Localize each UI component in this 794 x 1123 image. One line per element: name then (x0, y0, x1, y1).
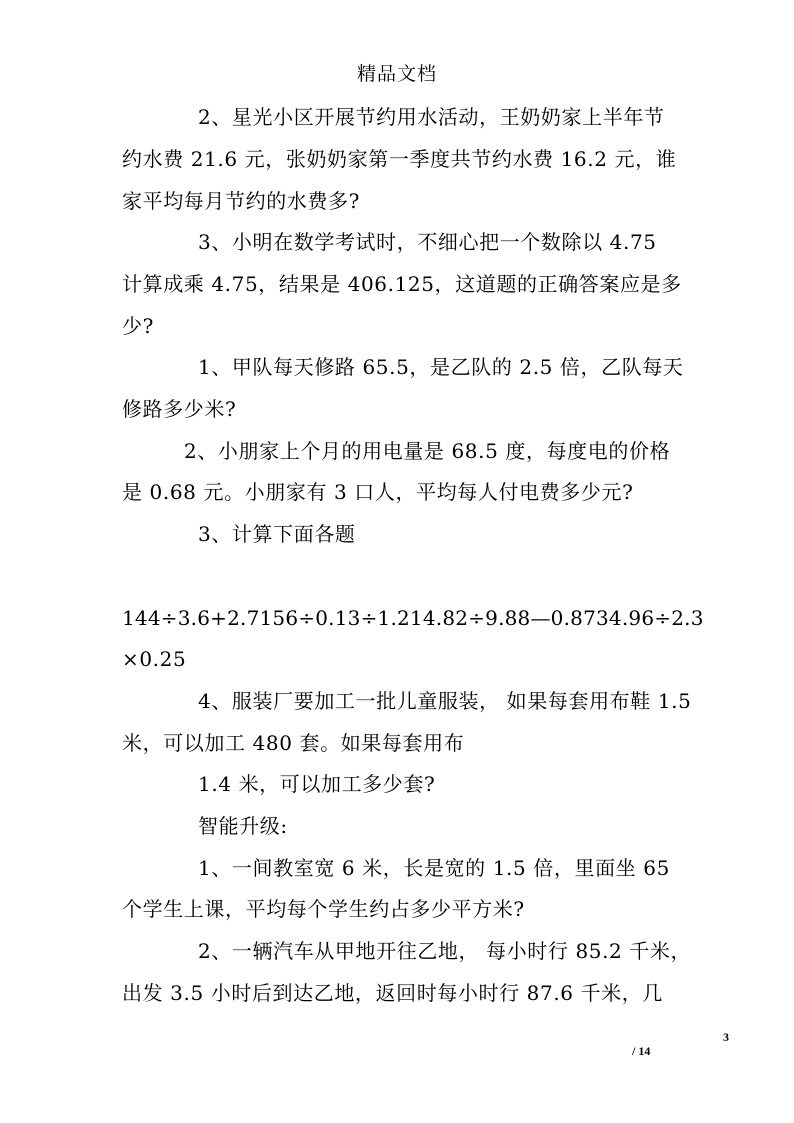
text-line: 修路多少米? (122, 397, 237, 421)
text-line: 米，可以加工 480 套。如果每套用布 (122, 731, 465, 755)
text-line: 少? (122, 314, 154, 338)
text-line: 出发 3.5 小时后到达乙地，返回时每小时行 87.6 千米，几 (122, 981, 663, 1005)
document-header: 精品文档 (356, 63, 437, 85)
text-line: 2、小朋家上个月的用电量是 68.5 度，每度电的价格 (184, 439, 671, 463)
text-line: 智能升级: (198, 814, 288, 838)
text-line: 3、计算下面各题 (198, 522, 356, 546)
text-line: 1、一间教室宽 6 米，长是宽的 1.5 倍，里面坐 65 (198, 856, 670, 880)
text-line: 1、甲队每天修路 65.5，是乙队的 2.5 倍，乙队每天 (198, 355, 684, 379)
text-line: 1.4 米，可以加工多少套? (198, 772, 436, 796)
text-line: 4、服装厂要加工一批儿童服装， 如果每套用布鞋 1.5 (198, 689, 692, 713)
text-line: 家平均每月节约的水费多? (122, 189, 360, 213)
text-line: 2、一辆汽车从甲地开往乙地， 每小时行 85.2 千米， (198, 939, 692, 963)
text-line: 144÷3.6+2.7156÷0.13÷1.214.82÷9.88—0.8734.96÷2.3 (122, 606, 704, 630)
text-line: 是 0.68 元。小朋家有 3 口人，平均每人付电费多少元? (122, 480, 634, 504)
text-line: 2、星光小区开展节约用水活动，王奶奶家上半年节 (198, 105, 665, 129)
text-line: 约水费 21.6 元，张奶奶家第一季度共节约水费 16.2 元，谁 (122, 147, 677, 171)
page-number: 3 (723, 1030, 729, 1044)
page-total: / 14 (632, 1044, 651, 1058)
text-line: 计算成乘 4.75，结果是 406.125，这道题的正确答案应是多 (122, 272, 682, 296)
text-line: 个学生上课，平均每个学生约占多少平方米? (122, 897, 525, 921)
text-line: ×0.25 (122, 647, 187, 671)
text-line: 3、小明在数学考试时，不细心把一个数除以 4.75 (198, 230, 657, 254)
